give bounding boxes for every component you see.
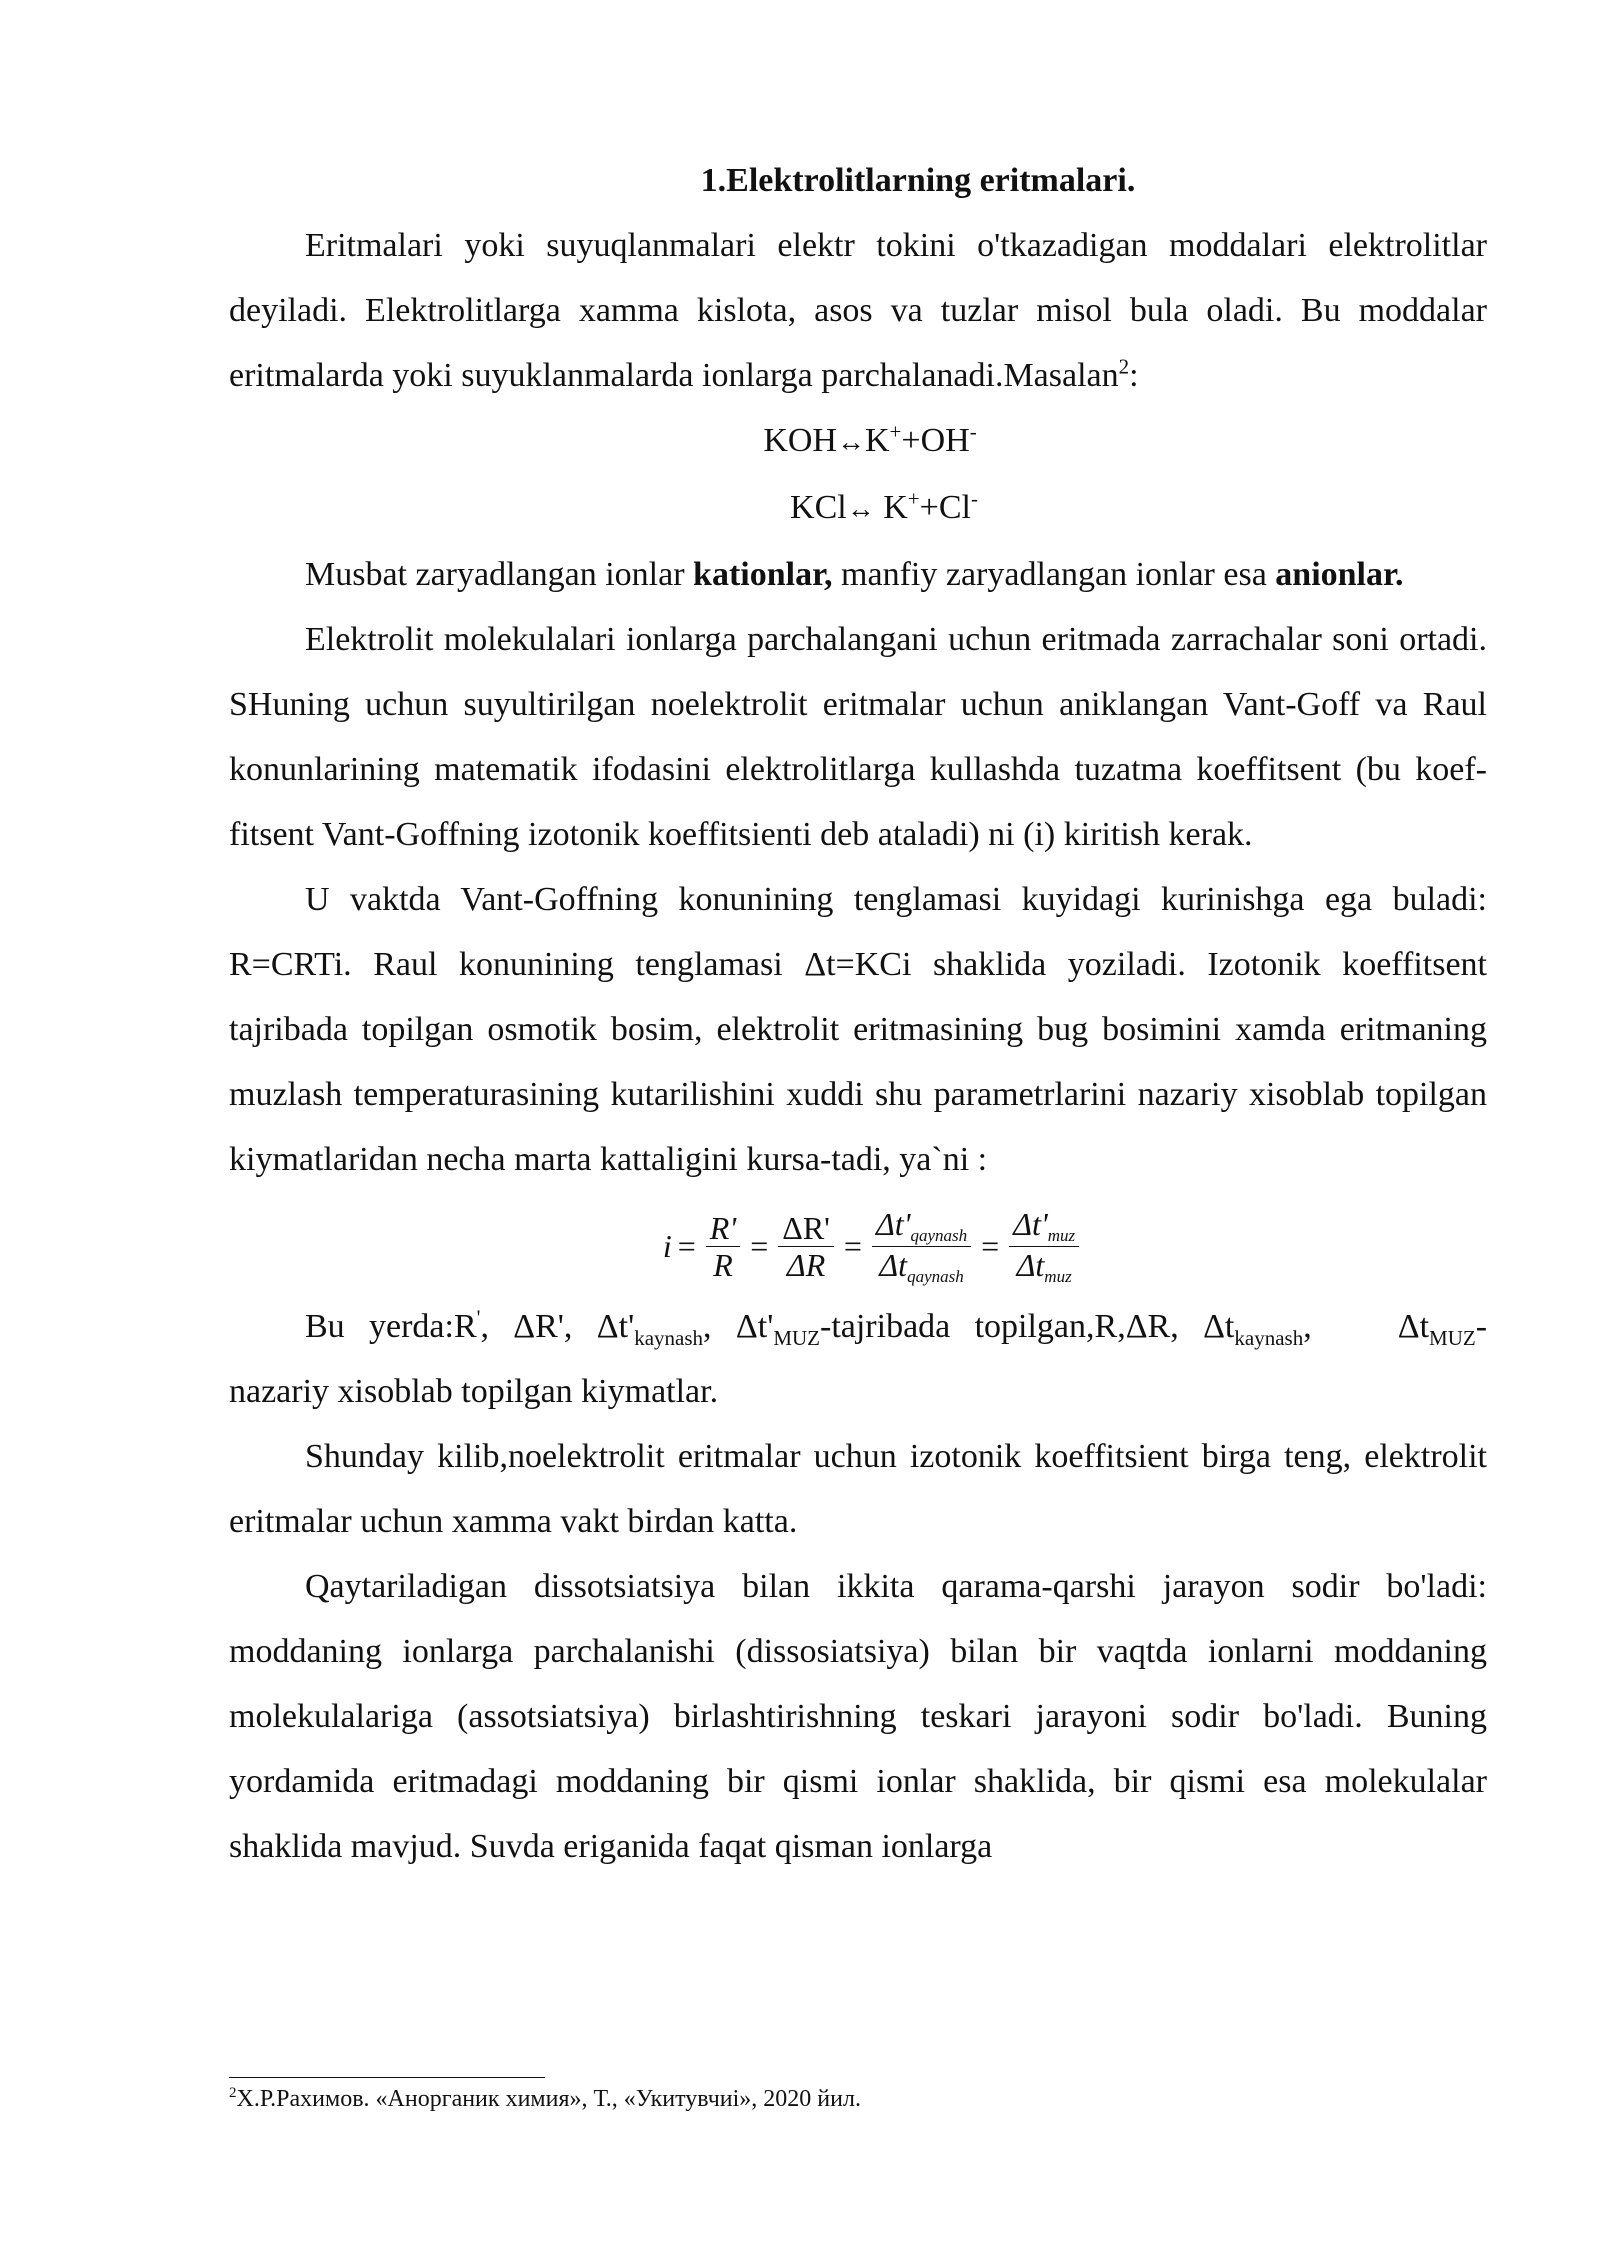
eq2-arrow: ↔ xyxy=(846,494,875,525)
section-heading: 1.Elektrolitlarning eritmalari. xyxy=(700,162,1136,199)
eq2-anion: Cl xyxy=(938,489,971,526)
fraction-boiling xyxy=(872,1206,971,1287)
equation-koh xyxy=(229,408,1487,475)
notation-f-sub: MUZ xyxy=(1429,1325,1476,1350)
notation-b-sub: kaynash xyxy=(634,1325,704,1350)
fraction-boiling-numerator-symbol: Δt' xyxy=(875,1205,911,1242)
paragraph-ions-c: manfiy zaryadlangan ionlar esa xyxy=(832,556,1276,593)
notation-a: Bu yerda:R xyxy=(305,1308,477,1345)
footnote xyxy=(229,2082,861,2116)
eq1-arrow: ↔ xyxy=(836,427,865,458)
fraction-pressure xyxy=(706,1210,740,1283)
eq2-anion-charge: - xyxy=(970,486,978,511)
eq1-cation: K xyxy=(864,422,890,459)
footnote-separator xyxy=(229,2077,545,2078)
footnote-text: Х.Р.Рахимов. «Анорганик химия», Т., «Укитувчиі», 2020 йил. xyxy=(236,2086,861,2112)
term-cations: kationlar, xyxy=(693,556,833,593)
eq2-cation-charge: + xyxy=(907,486,920,511)
notation-c-sub: MUZ xyxy=(773,1325,820,1350)
fraction-freezing-numerator xyxy=(1009,1206,1079,1247)
eq2-cation: K xyxy=(883,489,908,526)
fraction-boiling-denominator xyxy=(875,1247,967,1287)
isotonic-coefficient-formula xyxy=(229,1198,1487,1294)
paragraph-notation xyxy=(229,1294,1487,1424)
eq1-left: KOH xyxy=(763,422,837,459)
paragraph-definition xyxy=(229,213,1487,408)
fraction-freezing-denominator-sub: muz xyxy=(1044,1266,1072,1286)
fraction-boiling-denominator-symbol: Δt xyxy=(879,1246,908,1283)
fraction-freezing-numerator-symbol: Δt' xyxy=(1013,1205,1048,1242)
paragraph-conclusion: Shunday kilib,noelektrolit eritmalar uchun izotonik koeffitsient birga teng, elektrolit eritmalar uchun xamma vakt birdan katta. xyxy=(229,1438,1487,1540)
notation-e: , xyxy=(1303,1308,1312,1345)
notation-c: , Δt' xyxy=(703,1308,774,1345)
eq2-left: KCl xyxy=(790,489,847,526)
formula-lhs: i xyxy=(662,1228,672,1264)
paragraph-definition-colon: : xyxy=(1129,357,1139,394)
fraction-freezing-denominator-symbol: Δt xyxy=(1016,1246,1045,1283)
notation-a-sup: ' xyxy=(476,1305,481,1330)
paragraph-definition-text: Eritmalari yoki suyuqlanmalari elektr tokini o'tkazadigan moddalari elektrolitlar deyiladi. Elektrolitlarga xamma kislota, asos va tuzlar misol bula oladi. Bu moddalar eritmalarda yoki suyuklanmalarda ionlarga parchalanadi.Masalan xyxy=(229,227,1487,394)
eq2-plus: + xyxy=(919,489,939,526)
term-anions: anionlar. xyxy=(1275,556,1404,593)
fraction-pressure-numerator: R' xyxy=(706,1210,740,1247)
fraction-boiling-numerator-sub: qaynash xyxy=(910,1225,968,1245)
notation-b: , ΔR', Δt' xyxy=(480,1308,635,1345)
document-body xyxy=(229,148,1487,1879)
formula-equals-1: = xyxy=(677,1228,696,1264)
paragraph-ions xyxy=(229,542,1487,607)
fraction-boiling-denominator-sub: qaynash xyxy=(907,1266,964,1286)
paragraph-particles: Elektrolit molekulalari ionlarga parchalangani uchun eritmada zarrachalar soni ortadi. SHuning uchun suyultirilgan noelektrolit eritmalar uchun aniklangan Vant-Goff va Raul konunlarining matematik ifodasini elektrolitlarga kullashda tuzatma koeffitsent (bu koef-fitsent Vant-Goffning izotonik koeffitsienti deb ataladi) ni (i) kiritish kerak. xyxy=(229,621,1487,853)
fraction-vapor-denominator: ΔR xyxy=(786,1246,826,1283)
eq1-plus: + xyxy=(901,422,921,459)
fraction-freezing xyxy=(1009,1206,1079,1287)
formula-equals-3: = xyxy=(843,1228,862,1264)
equation-kcl xyxy=(229,475,1487,542)
paragraph-dissociation: Qaytariladigan dissotsiatsiya bilan ikkita qarama-qarshi jarayon sodir bo'ladi: moddaning ionlarga parchalanishi (dissosiatsiya) bilan bir vaqtda ionlarni moddaning molekulalariga (assotsiatsiya) birlashtirishning teskari jarayoni sodir bo'ladi. Buning yordamida eritmadagi moddaning bir qismi ionlar shaklida, bir qismi esa molekulalar shaklida mavjud. Suvda eriganida faqat qisman ionlarga xyxy=(229,1568,1487,1865)
fraction-vapor xyxy=(778,1210,834,1283)
fraction-vapor-numerator: ΔR' xyxy=(778,1210,834,1247)
notation-g: - nazariy xisoblab topilgan kiymatlar. xyxy=(229,1308,1488,1410)
fraction-pressure-denominator: R xyxy=(713,1246,733,1283)
fraction-freezing-denominator xyxy=(1013,1247,1076,1287)
fraction-boiling-numerator xyxy=(872,1206,971,1247)
paragraph-ions-a: Musbat zaryadlangan ionlar xyxy=(305,556,694,593)
eq1-anion-charge: - xyxy=(969,419,977,444)
eq1-anion: OH xyxy=(920,422,970,459)
footnote-reference[interactable]: 2 xyxy=(1118,354,1130,379)
paragraph-vant-goff: U vaktda Vant-Goffning konunining tenglamasi kuyidagi kurinishga ega buladi: R=CRTi. Raul konunining tenglamasi Δt=KCi shaklida yoziladi. Izotonik koeffitsent tajribada topilgan osmotik bosim, elektrolit eritmasining bug bosimini xamda eritmaning muzlash temperaturasining kutarilishini xuddi shu parametrlarini nazariy xisoblab topilgan kiymatlaridan necha marta kattaligini kursa-tadi, ya`ni : xyxy=(229,881,1487,1178)
formula-equals-2: = xyxy=(750,1228,769,1264)
eq1-cation-charge: + xyxy=(889,419,902,444)
notation-f: Δt xyxy=(1397,1308,1430,1345)
notation-d-sub: kaynash xyxy=(1234,1325,1304,1350)
notation-d: -tajribada topilgan,R,ΔR, Δt xyxy=(820,1308,1235,1345)
fraction-freezing-numerator-sub: muz xyxy=(1047,1225,1076,1245)
footnote-mark: 2 xyxy=(229,2085,237,2101)
formula-equals-4: = xyxy=(981,1228,1000,1264)
